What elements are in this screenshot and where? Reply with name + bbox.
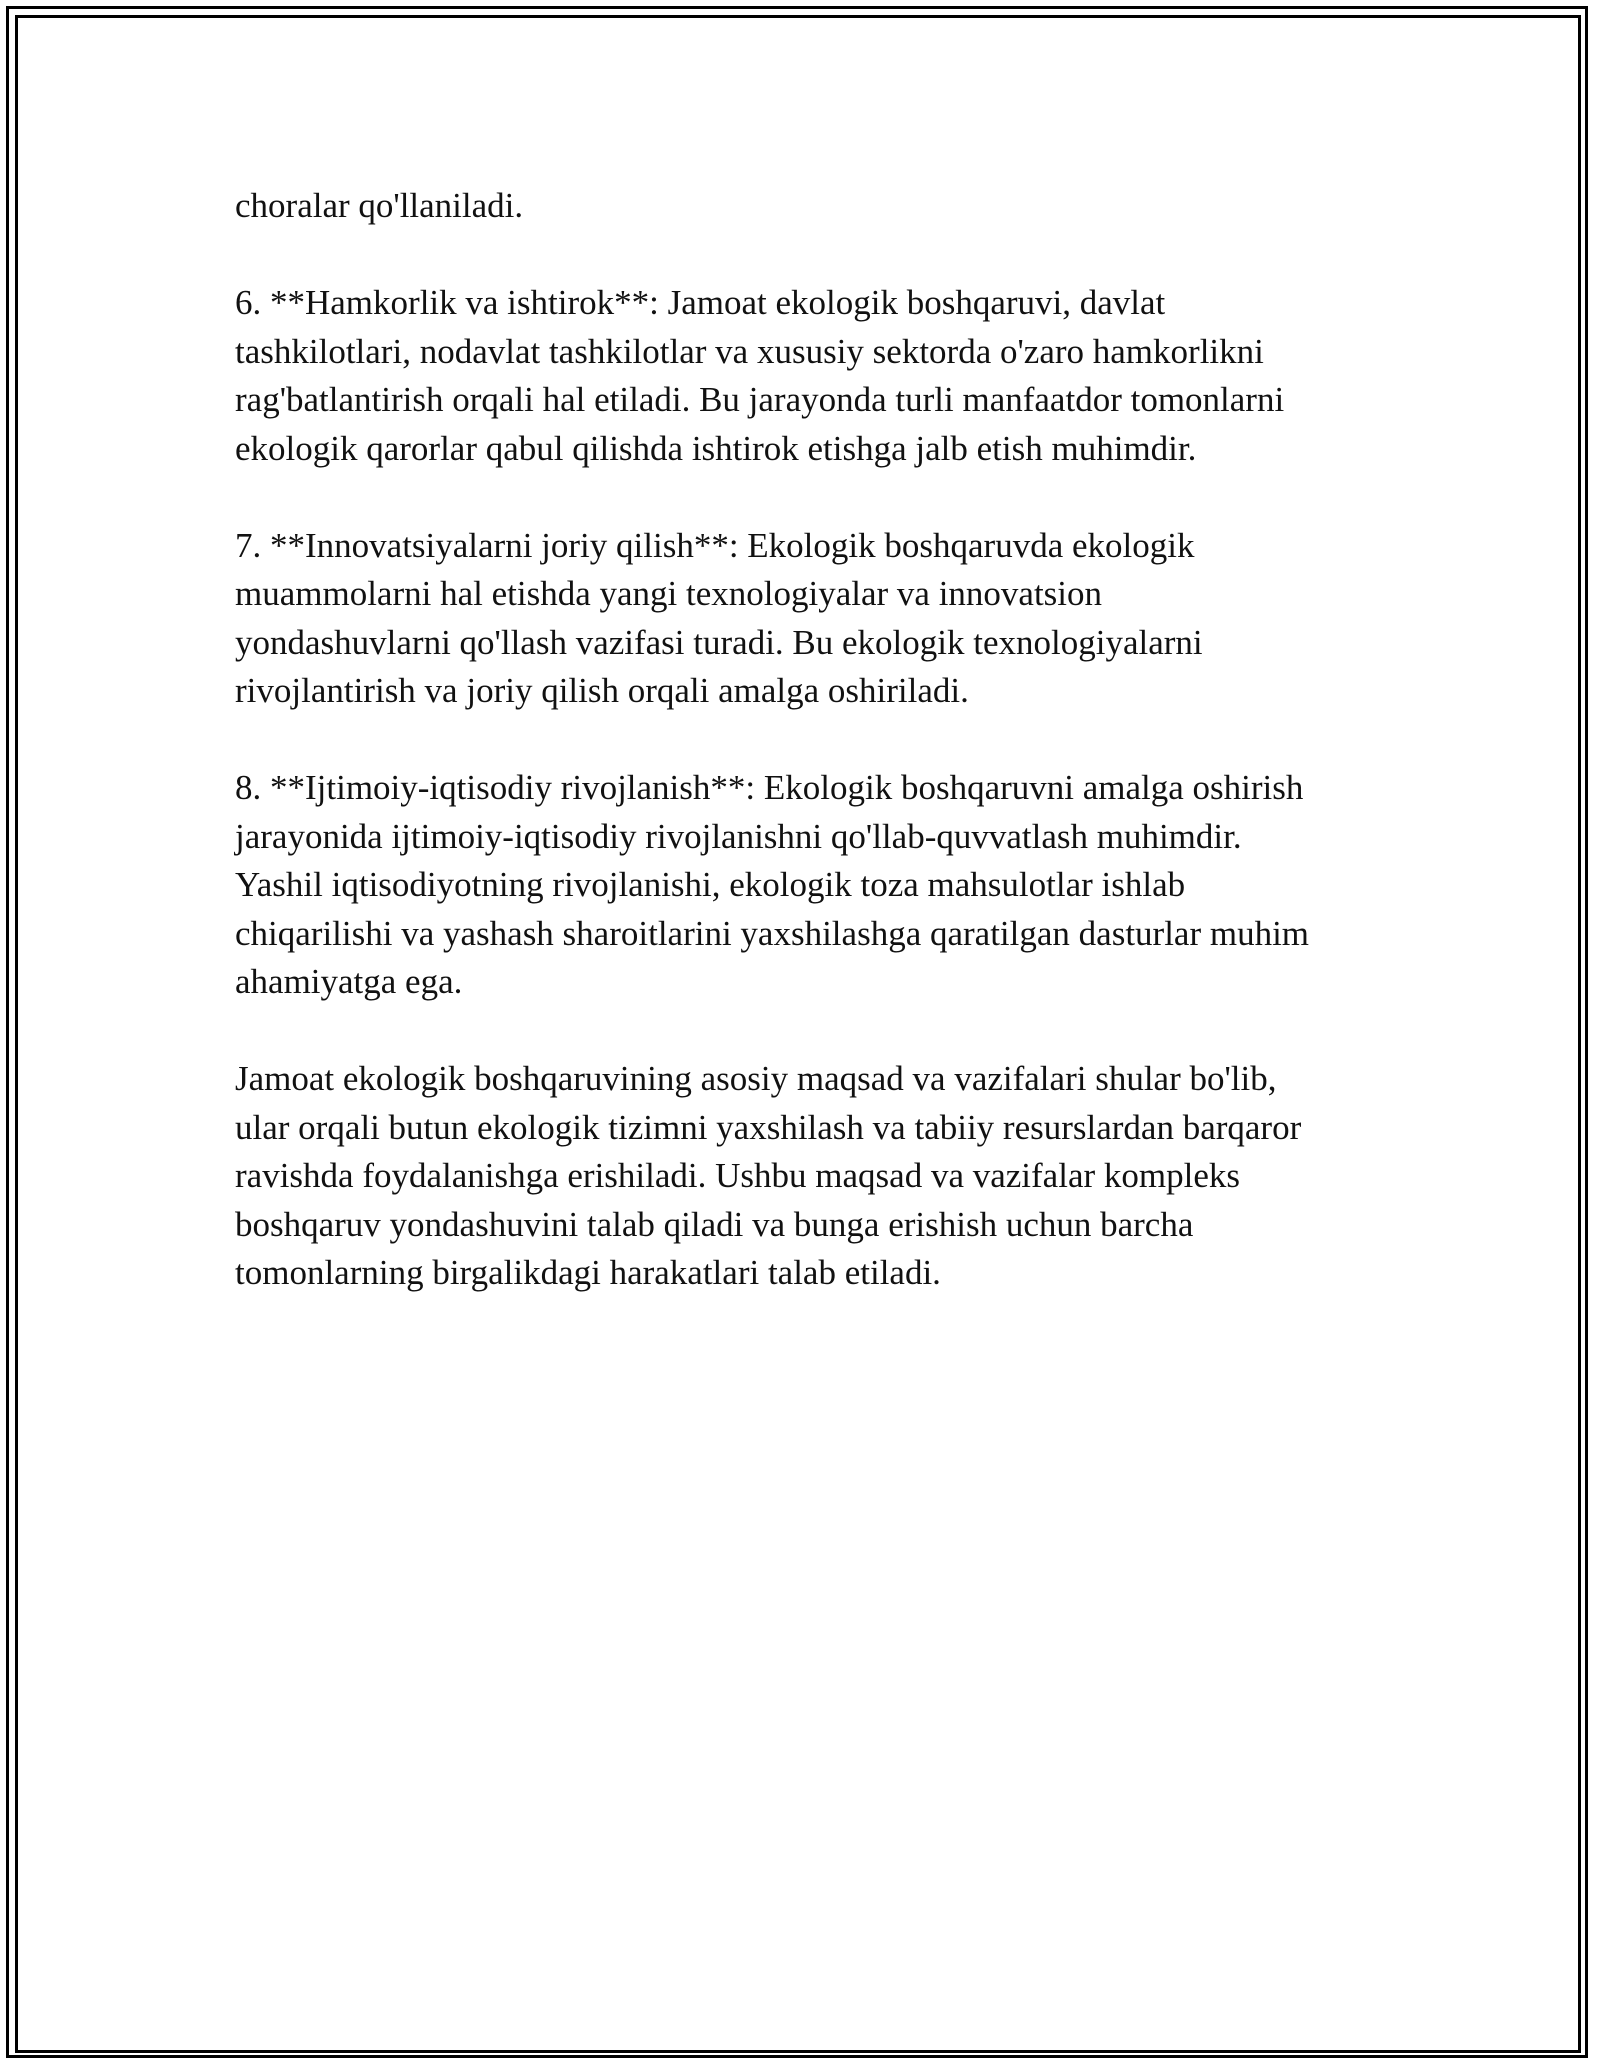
paragraph-item-8: 8. **Ijtimoiy-iqtisodiy rivojlanish**: Ekologik boshqaruvni amalga oshirish jarayonida ijtimoiy-iqtisodiy rivojlanishni qo'llab-quvvatlash muhimdir. Yashil iqtisodiyotning rivojlanishi, ekologik toza mahsulotlar ishlab chiqarilishi va yashash sharoitlarini yaxshilashga qaratilgan dasturlar muhim ahamiyatga ega. (235, 768, 1310, 1001)
paragraph-continuation: choralar qo'llaniladi. (235, 186, 524, 225)
paragraph-conclusion: Jamoat ekologik boshqaruvining asosiy maqsad va vazifalari shular bo'lib, ular orqali butun ekologik tizimni yaxshilash va tabiiy resurslardan barqaror ravishda foydalanishga erishiladi. Ushbu maqsad va vazifalar kompleks boshqaruv yondashuvini talab qiladi va bunga erishish uchun barcha tomonlarning birgalikdagi harakatlari talab etiladi. (235, 1059, 1302, 1292)
paragraph-item-7: 7. **Innovatsiyalarni joriy qilish**: Ekologik boshqaruvda ekologik muammolarni hal etishda yangi texnologiyalar va innovatsion yondashuvlarni qo'llash vazifasi turadi. Bu ekologik texnologiyalarni rivojlantirish va joriy qilish orqali amalga oshiriladi. (235, 525, 1203, 710)
paragraph-item-6: 6. **Hamkorlik va ishtirok**: Jamoat ekologik boshqaruvi, davlat tashkilotlari, nodavlat tashkilotlar va xususiy sektorda o'zaro hamkorlikni rag'batlantirish orqali hal etiladi. Bu jarayonda turli manfaatdor tomonlarni ekologik qarorlar qabul qilishda ishtirok etishga jalb etish muhimdir. (235, 283, 1285, 468)
document-body (235, 182, 1380, 1346)
